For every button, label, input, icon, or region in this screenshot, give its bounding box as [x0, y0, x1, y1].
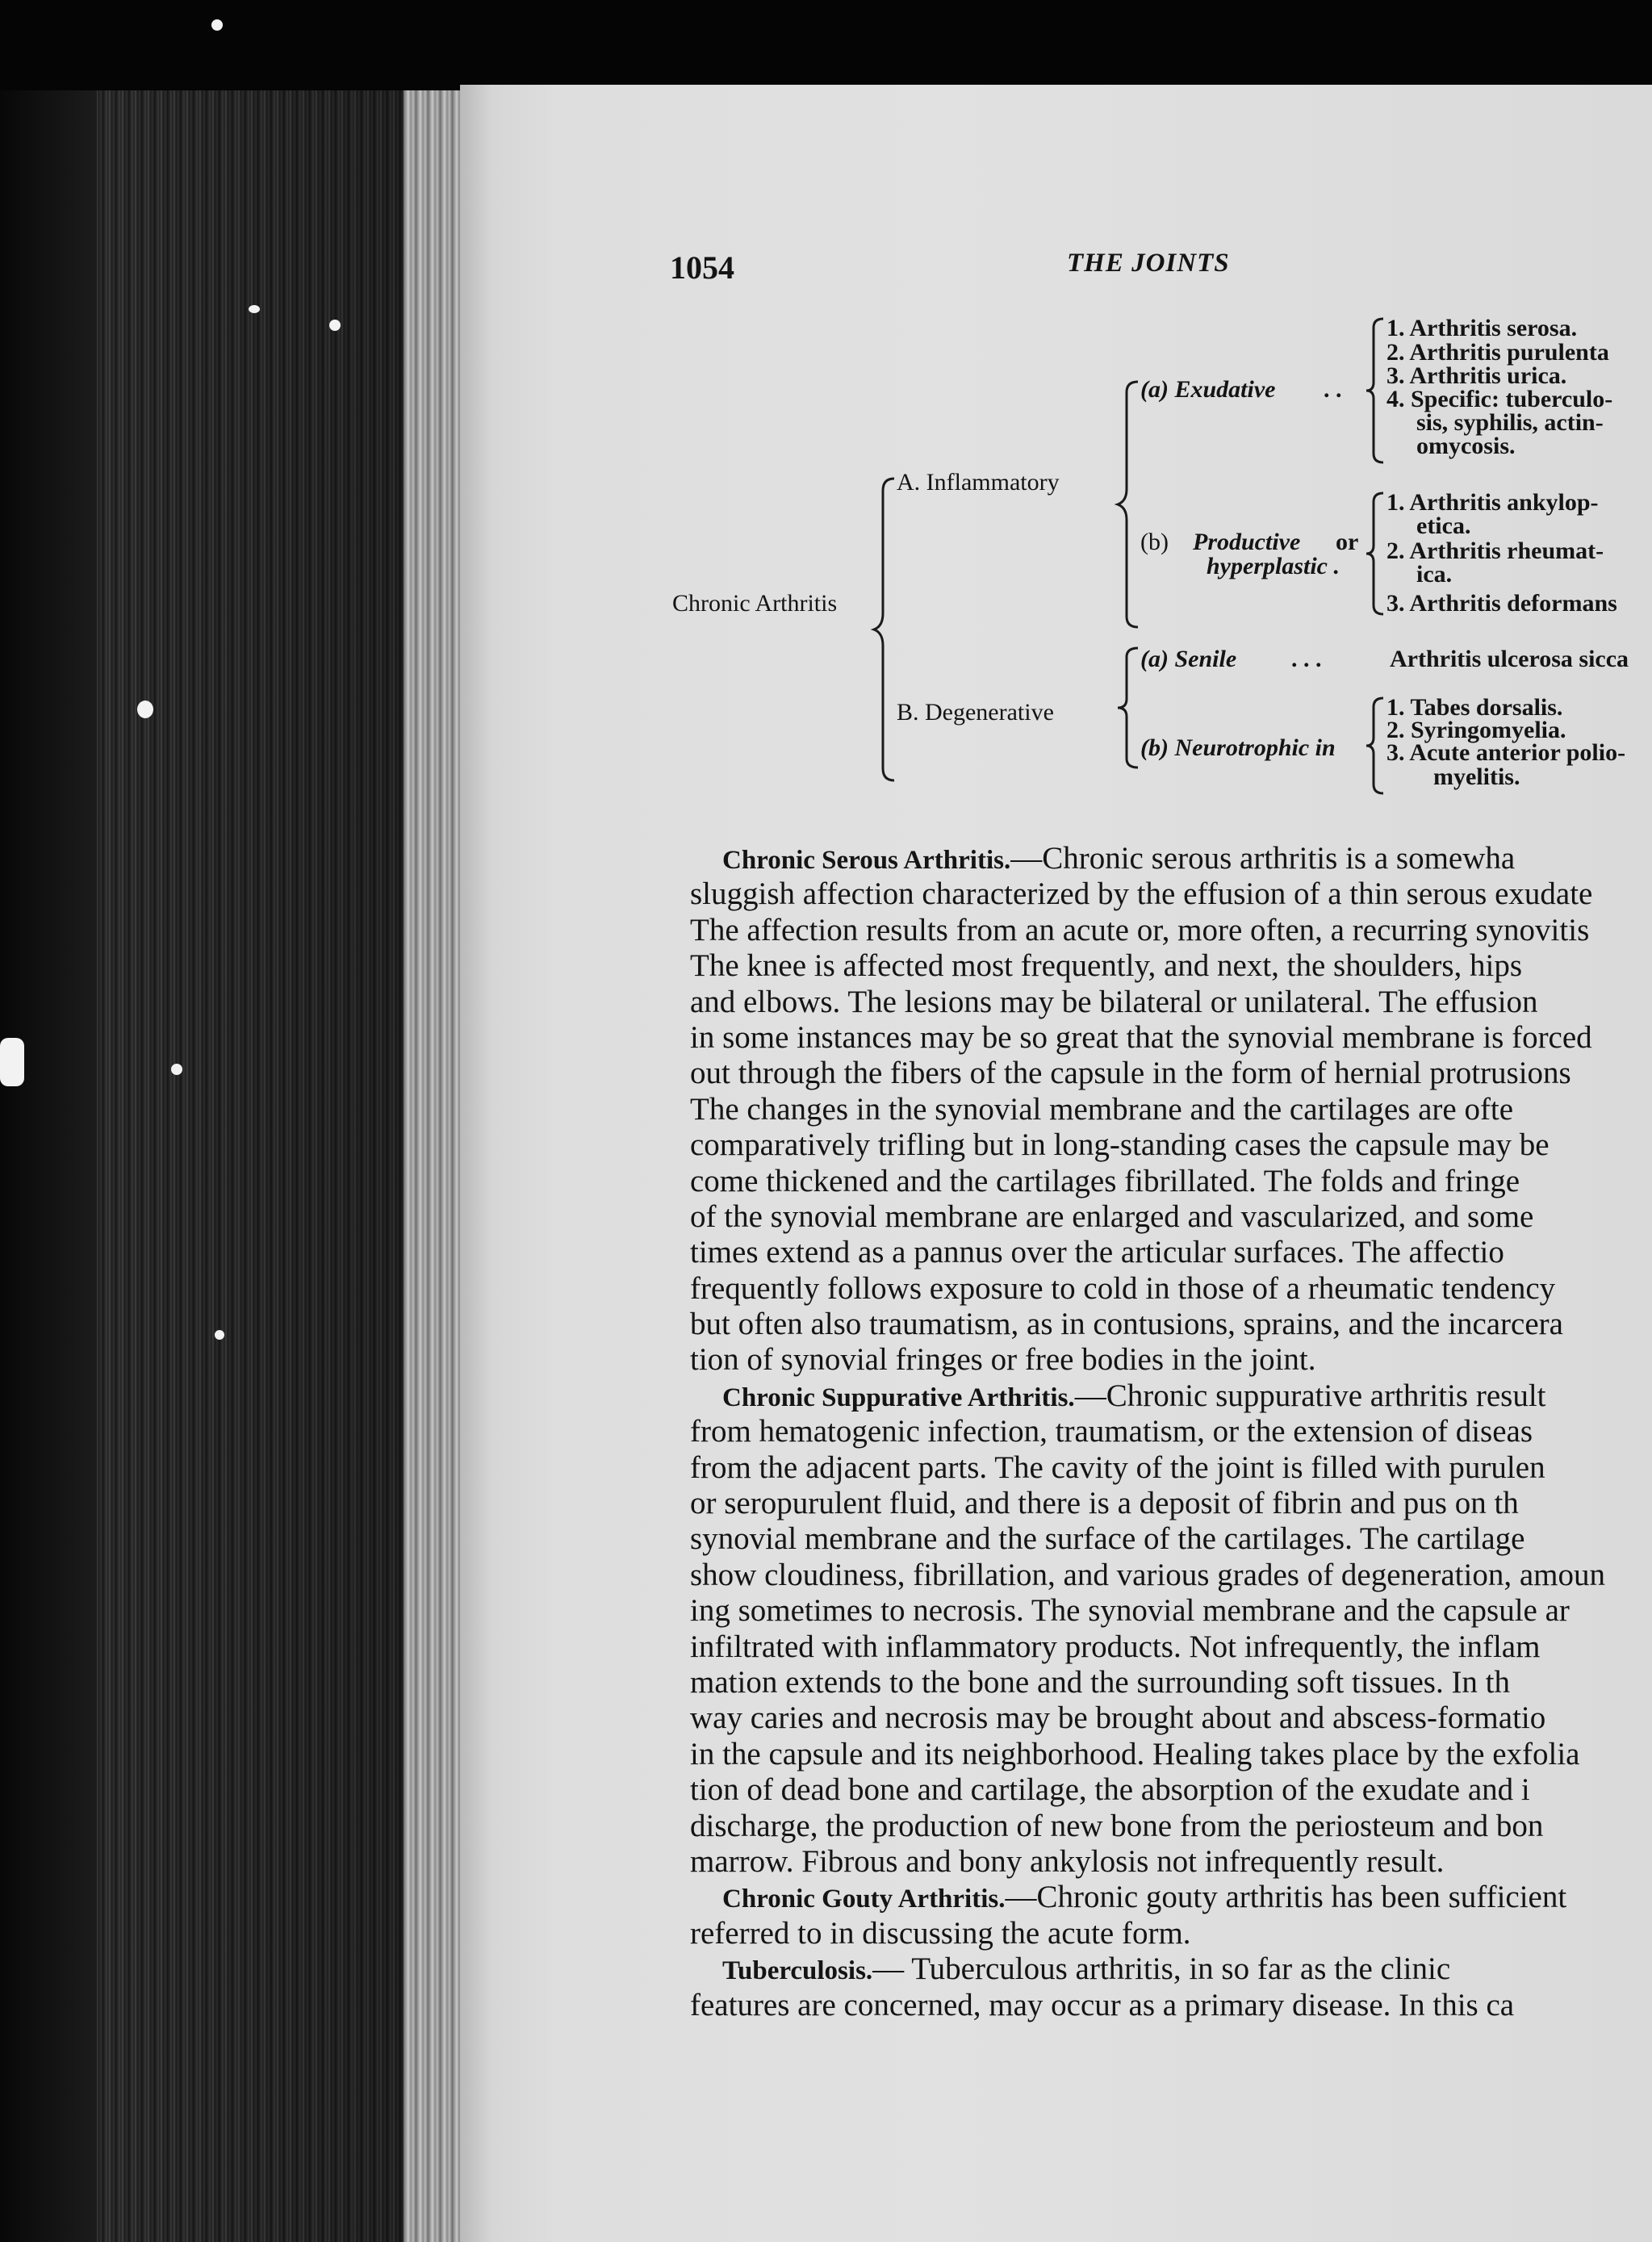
text-line	[690, 1414, 1652, 1449]
line-text: comparatively trifling but in long-standing cases the capsule may be	[690, 1127, 1550, 1163]
text-line	[690, 1271, 1652, 1307]
classification-root: Chronic Arthritis	[672, 590, 838, 617]
neurotrophic-brace	[1364, 696, 1388, 796]
text-line	[690, 1342, 1652, 1378]
hyperplastic-label: hyperplastic .	[1207, 553, 1340, 579]
exudative-item-2: 2. Arthritis purulenta	[1386, 339, 1609, 366]
neurotrophic-item-1: 1. Tabes dorsalis.	[1386, 694, 1563, 721]
line-text: but often also traumatism, as in contusions, sprains, and the incarcera	[690, 1307, 1563, 1342]
section-heading: Chronic Serous Arthritis.	[722, 846, 1011, 875]
text-line	[690, 1700, 1652, 1736]
text-line	[690, 1737, 1652, 1772]
text-line	[690, 1809, 1652, 1844]
neurotrophic-item-3-cont: myelitis.	[1433, 763, 1520, 790]
line-text: or seropurulent fluid, and there is a deposit of fibrin and pus on th	[690, 1486, 1519, 1521]
neurotrophic-item-3: 3. Acute anterior polio-	[1386, 739, 1626, 766]
section-heading: Tuberculosis.	[722, 1956, 873, 1986]
text-line	[690, 1127, 1652, 1163]
dust-speck	[215, 1330, 224, 1340]
text-line	[690, 1844, 1652, 1880]
text-line	[690, 1880, 1652, 1915]
subgroup-exudative-label: (a) Exudative	[1140, 376, 1276, 403]
productive-label: Productive	[1193, 529, 1301, 555]
productive-item-2: 2. Arthritis rheumat-	[1386, 537, 1604, 564]
productive-item-2-cont: ica.	[1416, 561, 1453, 588]
text-line	[690, 1056, 1652, 1091]
exudative-item-1: 1. Arthritis serosa.	[1386, 315, 1578, 341]
productive-item-3: 3. Arthritis deformans	[1386, 590, 1617, 617]
productive-letter: (b)	[1140, 529, 1169, 555]
line-text: in the capsule and its neighborhood. Healing takes place by the exfolia	[690, 1736, 1580, 1771]
line-text: —Chronic serous arthritis is a somewha	[1010, 841, 1516, 876]
neurotrophic-item-2: 2. Syringomyelia.	[1386, 717, 1566, 743]
group-a-brace	[1115, 379, 1143, 630]
text-line	[690, 1450, 1652, 1486]
text-line	[690, 1307, 1652, 1342]
dust-speck	[137, 701, 153, 718]
line-text: — Tuberculous arthritis, in so far as the clinic	[872, 1951, 1451, 1987]
line-text: infiltrated with inflammatory products. Not infrequently, the inflam	[690, 1629, 1541, 1664]
senile-item: Arthritis ulcerosa sicca	[1390, 646, 1629, 672]
exudative-item-3: 3. Arthritis urica.	[1386, 362, 1567, 389]
line-text: —Chronic suppurative arthritis result	[1074, 1378, 1546, 1413]
productive-or: or	[1336, 529, 1359, 555]
text-line	[690, 1665, 1652, 1700]
scan-top-border	[0, 0, 1652, 90]
text-line	[690, 1378, 1652, 1414]
line-text: mation extends to the bone and the surrounding soft tissues. In th	[690, 1664, 1511, 1700]
line-text: out through the fibers of the capsule in the form of hernial protrusions	[690, 1056, 1571, 1091]
section-heading: Chronic Gouty Arthritis.	[722, 1884, 1006, 1914]
line-text: way caries and necrosis may be brought about and abscess-formatio	[690, 1700, 1546, 1736]
exudative-item-4-cont: sis, syphilis, actin-	[1416, 409, 1604, 436]
dust-speck	[211, 19, 223, 31]
page-number: 1054	[670, 249, 734, 286]
text-line	[690, 1092, 1652, 1127]
text-line	[690, 876, 1652, 912]
line-text: marrow. Fibrous and bony ankylosis not infrequently result.	[690, 1843, 1445, 1879]
line-text: tion of dead bone and cartilage, the absorption of the exudate and i	[690, 1772, 1530, 1808]
text-line	[690, 1629, 1652, 1665]
line-text: The knee is affected most frequently, and next, the shoulders, hips	[690, 948, 1523, 984]
text-line	[690, 1772, 1652, 1808]
line-text: times extend as a pannus over the articular surfaces. The affectio	[690, 1235, 1504, 1270]
text-line	[690, 1486, 1652, 1521]
text-line	[690, 1593, 1652, 1629]
text-line	[690, 1988, 1652, 2023]
line-text: come thickened and the cartilages fibrillated. The folds and fringe	[690, 1163, 1520, 1198]
root-brace	[872, 476, 899, 783]
productive-item-1: 1. Arthritis ankylop-	[1386, 489, 1599, 516]
line-text: ing sometimes to necrosis. The synovial membrane and the capsule ar	[690, 1593, 1570, 1629]
subgroup-senile-label: (a) Senile	[1140, 646, 1237, 672]
text-line	[690, 1164, 1652, 1199]
text-line	[690, 1521, 1652, 1557]
line-text: and elbows. The lesions may be bilateral or unilateral. The effusion	[690, 984, 1538, 1019]
text-line	[690, 1235, 1652, 1270]
subgroup-neurotrophic-label: (b) Neurotrophic in	[1140, 734, 1336, 761]
section-heading: Chronic Suppurative Arthritis.	[722, 1382, 1075, 1412]
group-a-label: A. Inflammatory	[897, 469, 1060, 496]
line-text: The changes in the synovial membrane and the cartilages are ofte	[690, 1091, 1514, 1127]
exudative-item-4-cont2: omycosis.	[1416, 433, 1516, 459]
line-text: of the synovial membrane are enlarged and vascularized, and some	[690, 1198, 1534, 1234]
dust-speck	[249, 305, 260, 313]
line-text: features are concerned, may occur as a primary disease. In this ca	[690, 1987, 1515, 2022]
exudative-item-4: 4. Specific: tuberculo-	[1386, 386, 1613, 412]
group-b-brace	[1115, 646, 1143, 770]
line-text: The affection results from an acute or, more often, a recurring synovitis	[690, 912, 1590, 947]
text-line	[690, 1916, 1652, 1951]
line-text: from hematogenic infection, traumatism, or the extension of diseas	[690, 1414, 1533, 1449]
line-text: sluggish affection characterized by the effusion of a thin serous exudate	[690, 876, 1593, 912]
dust-speck	[0, 1038, 24, 1086]
senile-leaders: . . .	[1291, 646, 1322, 672]
line-text: discharge, the production of new bone from the periosteum and bon	[690, 1808, 1544, 1843]
line-text: tion of synovial fringes or free bodies in the joint.	[690, 1342, 1316, 1378]
body-text	[690, 841, 1652, 2023]
line-text: in some instances may be so great that the synovial membrane is forced	[690, 1019, 1592, 1055]
text-line	[690, 913, 1652, 948]
group-b-label: B. Degenerative	[897, 699, 1054, 726]
line-text: referred to in discussing the acute form.	[690, 1915, 1191, 1951]
text-line	[690, 1558, 1652, 1593]
text-line	[690, 1951, 1652, 1987]
dust-speck	[329, 320, 341, 331]
line-text: frequently follows exposure to cold in those of a rheumatic tendency	[690, 1270, 1556, 1306]
line-text: —Chronic gouty arthritis has been sufficient	[1005, 1880, 1567, 1915]
productive-brace	[1364, 491, 1388, 617]
text-line	[690, 985, 1652, 1020]
line-text: from the adjacent parts. The cavity of the joint is filled with purulen	[690, 1449, 1545, 1485]
spine-shadow	[0, 90, 97, 2242]
text-line	[690, 1020, 1652, 1056]
line-text: show cloudiness, fibrillation, and various grades of degeneration, amoun	[690, 1557, 1605, 1592]
text-line	[690, 841, 1652, 876]
running-head: THE JOINTS	[1067, 249, 1230, 278]
dust-speck	[171, 1064, 182, 1075]
text-line	[690, 948, 1652, 984]
productive-item-1-cont: etica.	[1416, 512, 1471, 539]
text-line	[690, 1199, 1652, 1235]
line-text: synovial membrane and the surface of the cartilages. The cartilage	[690, 1521, 1525, 1557]
exudative-brace	[1364, 316, 1388, 465]
exudative-leaders: . .	[1324, 376, 1342, 403]
